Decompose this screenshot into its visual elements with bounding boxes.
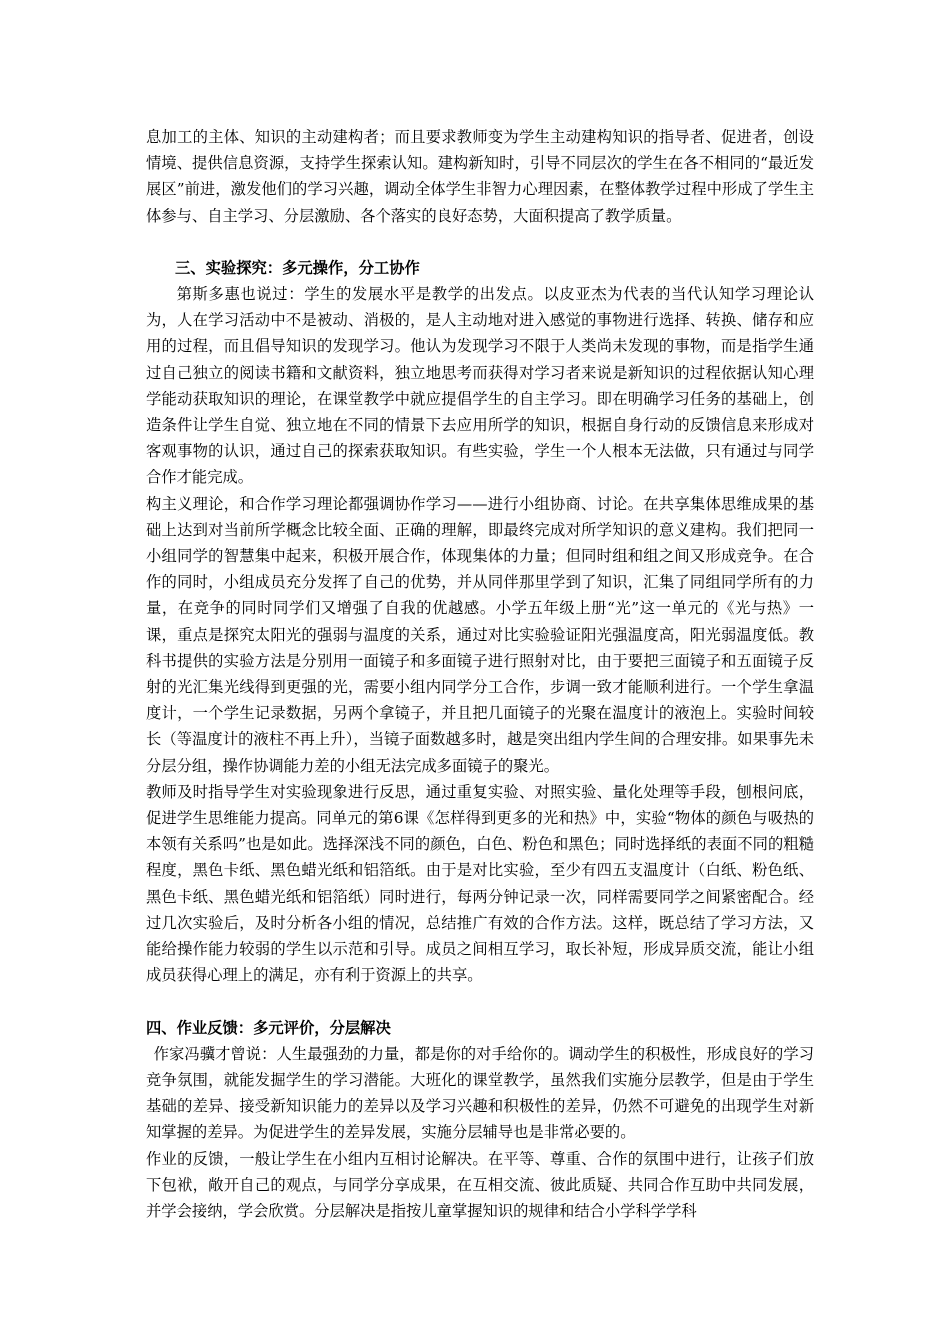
body-paragraph: 教师及时指导学生对实验现象进行反思，通过重复实验、对照实验、量化处理等手段，刨根问底，促进学生思维能力提高。同单元的第6课《怎样得到更多的光和热》中，实验“物体的颜色与吸热的本领有关系吗”也是如此。选择深浅不同的颜色，白色、粉色和黑色；同时选择纸的表面不同的粗糙程度，黑色卡纸、黑色蜡光纸和铝箔纸。由于是对比实验，至少有四五支温度计（白纸、粉色纸、黑色卡纸、黑色蜡光纸和铝箔纸）同时进行，每两分钟记录一次，同样需要同学之间紧密配合。经过几次实验后，及时分析各小组的情况，总结推广有效的合作方法。这样，既总结了学习方法，又能给操作能力较弱的学生以示范和引导。成员之间相互学习，取长补短，形成异质交流，能让小组成员获得心理上的满足，亦有利于资源上的共享。 <box>146 782 814 985</box>
section-heading: 四、作业反馈：多元评价，分层解决 <box>146 1018 391 1037</box>
body-paragraph: 息加工的主体、知识的主动建构者；而且要求教师变为学生主动建构知识的指导者、促进者，创设情境、提供信息资源，支持学生探索认知。建构新知时，引导不同层次的学生在各不相同的“最近发展区”前进，激发他们的学习兴趣，调动全体学生非智力心理因素，在整体教学过程中形成了学生主体参与、自主学习、分层激励、各个落实的良好态势，大面积提高了教学质量。 <box>146 128 814 225</box>
body-paragraph: 构主义理论，和合作学习理论都强调协作学习——进行小组协商、讨论。在共享集体思维成果的基础上达到对当前所学概念比较全面、正确的理解，即最终完成对所学知识的意义建构。我们把同一小组同学的智慧集中起来，积极开展合作，体现集体的力量；但同时组和组之间又形成竞争。在合作的同时，小组成员充分发挥了自己的优势，并从同伴那里学到了知识，汇集了同组同学所有的力量，在竞争的同时同学们又增强了自我的优越感。小学五年级上册“光”这一单元的《光与热》一课，重点是探究太阳光的强弱与温度的关系，通过对比实验验证阳光强温度高，阳光弱温度低。教科书提供的实验方法是分别用一面镜子和多面镜子进行照射对比，由于要把三面镜子和五面镜子反射的光汇集光线得到更强的光，需要小组内同学分工合作，步调一致才能顺利进行。一个学生拿温度计，一个学生记录数据，另两个拿镜子，并且把几面镜子的光聚在温度计的液泡上。实验时间较长（等温度计的液柱不再上升），当镜子面数越多时，越是突出组内学生间的合理安排。如果事先未分层分组，操作协调能力差的小组无法完成多面镜子的聚光。 <box>146 494 814 775</box>
document-body <box>146 124 814 1224</box>
body-paragraph: 作业的反馈，一般让学生在小组内互相讨论解决。在平等、尊重、合作的氛围中进行，让孩子们放下包袱，敞开自己的观点，与同学分享成果，在互相交流、彼此质疑、共同合作互助中共同发展，并学会接纳，学会欣赏。分层解决是指按儿童掌握知识的规律和结合小学科学学科 <box>146 1149 814 1220</box>
body-paragraph: 作家冯骥才曾说：人生最强劲的力量，都是你的对手给你的。调动学生的积极性，形成良好的学习竞争氛围，就能发掘学生的学习潜能。大班化的课堂教学，虽然我们实施分层教学，但是由于学生基础的差异、接受新知识能力的差异以及学习兴趣和积极性的差异，仍然不可避免的出现学生对新知掌握的差异。为促进学生的差异发展，实施分层辅导也是非常必要的。 <box>146 1044 814 1142</box>
section-heading: 三、实验探究：多元操作，分工协作 <box>175 258 420 277</box>
body-paragraph: 第斯多惠也说过：学生的发展水平是教学的出发点。以皮亚杰为代表的当代认知学习理论认为，人在学习活动中不是被动、消极的，是人主动地对进入感觉的事物进行选择、转换、储存和应用的过程，而且倡导知识的发现学习。他认为发现学习不限于人类尚未发现的事物，而是指学生通过自己独立的阅读书籍和文献资料，独立地思考而获得对学习者来说是新知识的过程依据认知心理学能动获取知识的理论，在课堂教学中就应提倡学生的自主学习。即在明确学习任务的基础上，创造条件让学生自觉、独立地在不同的情景下去应用所学的知识，根据自身行动的反馈信息来形成对客观事物的认识，通过自己的探索获取知识。有些实验，学生一个人根本无法做，只有通过与同学合作才能完成。 <box>146 285 814 487</box>
